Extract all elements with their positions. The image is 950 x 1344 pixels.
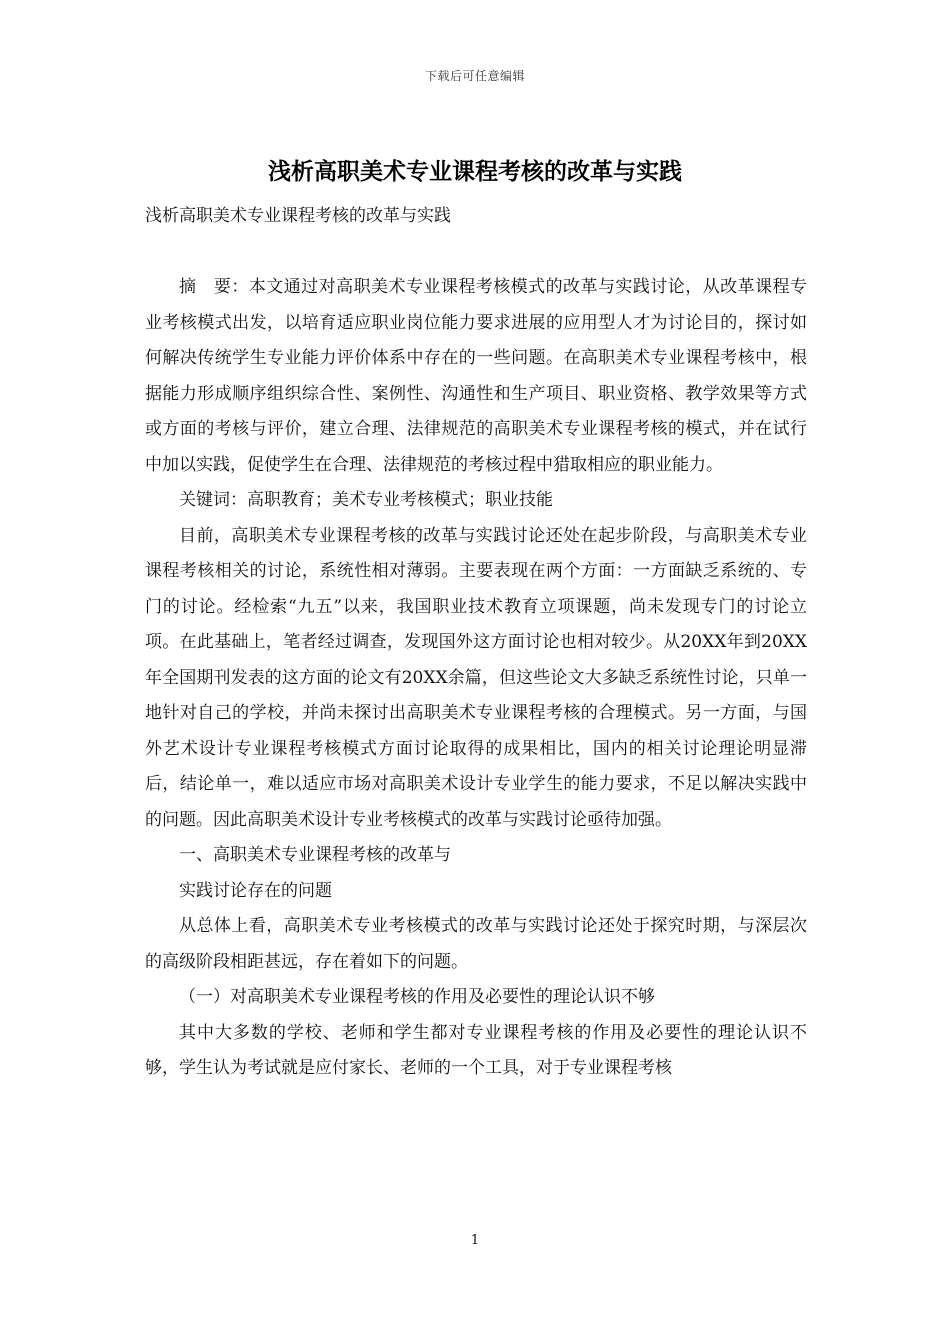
document-title: 浅析高职美术专业课程考核的改革与实践 [268,158,682,185]
document-subtitle: 浅析高职美术专业课程考核的改革与实践 [145,206,451,226]
body-paragraph: 其中大多数的学校、老师和学生都对专业课程考核的作用及必要性的理论认识不够，学生认为考试就是应付家长、老师的一个工具，对于专业课程考核 [145,1022,807,1078]
header-note: 下载后可任意编辑 [424,69,525,83]
page-number: 1 [470,1233,480,1248]
section-heading-line-2: 实践讨论存在的问题 [179,880,332,901]
document-body [145,270,807,1087]
section-heading-line-1: 一、高职美术专业课程考核的改革与 [179,845,451,865]
intro-paragraph: 目前，高职美术专业课程考核的改革与实践讨论还处在起步阶段，与高职美术专业课程考核相关的讨论，系统性相对薄弱。主要表现在两个方面：一方面缺乏系统的、专门的讨论。经检索“九五”以来，我国职业技术教育立项课题，尚未发现专门的讨论立项。在此基础上，笔者经过调查，发现国外这方面讨论也相对较少。从20XX年到20XX年全国期刊发表的这方面的论文有20XX余篇，但这些论文大多缺乏系统性讨论，只单一地针对自己的学校，并尚未探讨出高职美术专业课程考核的合理模式。另一方面，与国外艺术设计专业课程考核模式方面讨论取得的成果相比，国内的相关讨论理论明显滞后，结论单一，难以适应市场对高职美术设计专业学生的能力要求，不足以解决实践中的问题。因此高职美术设计专业考核模式的改革与实践讨论亟待加强。 [145,525,807,830]
body-paragraph: 从总体上看，高职美术专业考核模式的改革与实践讨论还处于探究时期，与深层次的高级阶段相距甚远，存在着如下的问题。 [145,916,807,972]
abstract-paragraph: 摘 要：本文通过对高职美术专业课程考核模式的改革与实践讨论，从改革课程专业考核模式出发，以培育适应职业岗位能力要求进展的应用型人才为讨论目的，探讨如何解决传统学生专业能力评价体系中存在的一些问题。在高职美术专业课程考核中，根据能力形成顺序组织综合性、案例性、沟通性和生产项目、职业资格、教学效果等方式或方面的考核与评价，建立合理、法律规范的高职美术专业课程考核的模式，并在试行中加以实践，促使学生在合理、法律规范的考核过程中猎取相应的职业能力。 [145,277,807,475]
keywords-paragraph: 关键词：高职教育；美术专业考核模式；职业技能 [179,490,553,510]
subsection-heading: （一）对高职美术专业课程考核的作用及必要性的理论认识不够 [179,987,655,1007]
